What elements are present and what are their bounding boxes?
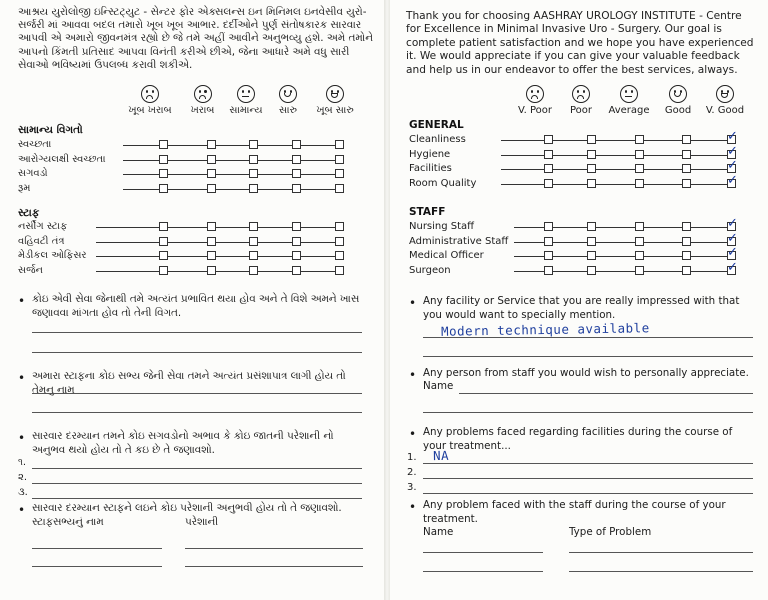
rating-checkbox[interactable] (544, 135, 553, 144)
rating-checkbox[interactable] (249, 266, 258, 275)
rating-checkbox[interactable] (544, 237, 553, 246)
rating-checkbox[interactable] (159, 140, 168, 149)
rating-label: Good (664, 105, 692, 116)
rating-checkbox[interactable] (727, 129, 738, 144)
rating-poor (561, 85, 601, 116)
rating-row-label: રૂમ (18, 182, 31, 194)
rating-checkbox[interactable] (207, 140, 216, 149)
answer-line[interactable] (423, 552, 543, 553)
bullet-icon: • (409, 368, 417, 382)
rating-very-poor (509, 85, 561, 116)
rating-good (657, 85, 699, 116)
rating-row (409, 230, 754, 249)
bullet-icon: • (409, 500, 417, 514)
answer-line[interactable] (32, 352, 362, 353)
rating-checkbox[interactable] (635, 179, 644, 188)
rating-row-label: Surgeon (409, 264, 451, 276)
rating-poor (180, 85, 225, 116)
rating-average (601, 85, 657, 116)
rating-checkbox[interactable] (587, 150, 596, 159)
rating-row-label: Nursing Staff (409, 221, 475, 232)
answer-line[interactable] (32, 412, 362, 413)
rating-checkbox[interactable] (335, 222, 344, 231)
smile-face-icon (279, 85, 297, 103)
rating-row-label: Administrative Staff (409, 235, 509, 247)
rating-checkbox[interactable] (727, 158, 738, 173)
bullet-icon: • (409, 427, 417, 441)
rating-row-label: Cleanliness (409, 134, 466, 145)
rating-checkbox[interactable] (335, 237, 344, 246)
rating-checkbox[interactable] (249, 169, 258, 178)
rating-checkbox[interactable] (207, 169, 216, 178)
rating-checkbox[interactable] (635, 237, 644, 246)
neutral-face-icon (237, 85, 255, 103)
rating-checkbox[interactable] (292, 140, 301, 149)
question-staff-problems: Any problem faced with the staff during the course of your treatment. (423, 499, 726, 525)
rating-row-label: સ્વચ્છતા (18, 139, 52, 150)
rating-row-label: સર્જન (18, 264, 44, 276)
rating-checkbox[interactable] (249, 222, 258, 231)
checkmark-icon: ✓ (727, 172, 738, 188)
rating-checkbox[interactable] (544, 222, 553, 231)
rating-checkbox[interactable] (682, 222, 691, 231)
intro-text-english: Thank you for choosing AASHRAY UROLOGY INSTITUTE - Centre for Excellence in Minimal Invasive Uro - Surgery. Our goal is complete patient satisfaction and we hope you have experienced it. We would appreciate if you can give your valuable feedback and help us in our endeavor to offer the best services, always. (406, 10, 754, 76)
rating-row (409, 216, 754, 234)
question-appreciate-staff: Any person from staff you would wish to personally appreciate. (423, 367, 749, 379)
rating-checkbox[interactable] (207, 266, 216, 275)
rating-row (409, 129, 754, 147)
answer-line[interactable] (423, 478, 753, 479)
answer-line[interactable] (32, 483, 362, 484)
rating-checkbox[interactable] (635, 222, 644, 231)
bullet-icon: • (18, 371, 26, 385)
answer-line[interactable] (423, 571, 543, 572)
rating-label: સામાન્ય (229, 105, 263, 116)
list-number: ૧. (18, 457, 27, 468)
bullet-icon: • (18, 431, 26, 445)
rating-checkbox[interactable] (727, 245, 738, 260)
rating-label: V. Poor (518, 105, 552, 116)
rating-checkbox[interactable] (635, 251, 644, 260)
rating-checkbox[interactable] (335, 169, 344, 178)
answer-line[interactable] (423, 356, 753, 357)
big-smile-face-icon (716, 85, 734, 103)
checkmark-icon: ✓ (727, 259, 738, 275)
rating-checkbox[interactable] (159, 266, 168, 275)
rating-row (18, 153, 363, 167)
rating-checkbox[interactable] (682, 135, 691, 144)
answer-line[interactable] (32, 393, 362, 394)
rating-row-label: Room Quality (409, 177, 477, 189)
answer-line[interactable] (32, 566, 162, 567)
rating-checkbox[interactable] (635, 150, 644, 159)
answer-line[interactable] (423, 337, 753, 338)
rating-row (18, 138, 363, 152)
rating-checkbox[interactable] (292, 251, 301, 260)
rating-checkbox[interactable] (159, 251, 168, 260)
rating-row (409, 143, 754, 162)
question-facility-problems: સારવાર દરમ્યાન તમને કોઇ સગવડોનો અભાવ કે કોઇ જાતની પરેશાની નો અનુભવ થયો હોય તો તે કઇ છે તે જણાવશો. (32, 430, 334, 456)
rating-checkbox[interactable] (587, 179, 596, 188)
big-smile-face-icon (326, 85, 344, 103)
rating-label: સારુ (279, 105, 297, 116)
rating-checkbox[interactable] (249, 155, 258, 164)
rating-checkbox[interactable] (207, 155, 216, 164)
rating-checkbox[interactable] (335, 266, 344, 275)
rating-very-good (699, 85, 751, 116)
checkmark-icon: ✓ (727, 158, 738, 173)
list-number: ૩. (18, 487, 28, 498)
rating-checkbox[interactable] (249, 140, 258, 149)
rating-checkbox[interactable] (159, 169, 168, 178)
rating-row-label: વહિવટી તંત્ર (18, 235, 65, 247)
rating-checkbox[interactable] (292, 237, 301, 246)
column-problem: પરેશાની (185, 516, 219, 528)
rating-row (18, 167, 363, 181)
handwritten-answer-impressed: Modern technique available (440, 320, 650, 339)
answer-line[interactable] (569, 552, 753, 553)
very-sad-face-icon (141, 85, 159, 103)
intro-text-gujarati: આશ્રય યુરોલોજી ઇન્સ્ટિટ્યુટ - સેન્ટર ફોર એક્સલન્સ ઇન મિનિમલ ઇનવેસીવ યુરો-સર્જરી માં આવવા બદલ તમારો ખૂબ ખૂબ આભાર. દર્દીઓને પુર્ણ સંતોષકારક સારવાર આપવી એ અમારો જીવનમંત્ર રહ્યો છે જે તમે અહીં આવીને અનુભવ્યુ હશે. અમે તમોને આપનો કિંમતી પ્રતિસાદ આપવા વિનંતી કરીએ છીએ, જેના આધારે અમે વધુ સારી સેવાઓ ભવિષ્યમાં ઉપલબ્ધ કરાવી શકીએ. (18, 6, 374, 71)
answer-line[interactable] (423, 463, 753, 464)
rating-checkbox[interactable] (159, 155, 168, 164)
rating-checkbox[interactable] (335, 251, 344, 260)
rating-checkbox[interactable] (682, 164, 691, 173)
smile-face-icon (669, 85, 687, 103)
rating-label: ખૂબ ખરાબ (128, 105, 172, 116)
name-label: Name (423, 380, 454, 392)
checkmark-icon: ✓ (727, 245, 738, 260)
rating-checkbox[interactable] (292, 184, 301, 193)
rating-row (409, 259, 754, 278)
rating-row (18, 264, 363, 278)
rating-very-good (309, 85, 361, 116)
rating-checkbox[interactable] (635, 266, 644, 275)
rating-checkbox[interactable] (635, 164, 644, 173)
rating-checkbox[interactable] (544, 150, 553, 159)
rating-label: ખૂબ સારુ (316, 105, 354, 116)
rating-checkbox[interactable] (207, 184, 216, 193)
rating-checkbox[interactable] (249, 184, 258, 193)
sad-face-icon (572, 85, 590, 103)
rating-row (409, 172, 754, 191)
column-problem-type: Type of Problem (569, 526, 652, 538)
rating-label: V. Good (705, 105, 745, 116)
rating-row (18, 235, 363, 249)
list-number: 2. (407, 467, 417, 478)
question-appreciate-staff: અમારા સ્ટાફના કોઇ સભ્ય જેની સેવા તમને અત્યંત પ્રસંશાપાત્ર લાગી હોય તો તેમનુ નામ (32, 370, 346, 396)
rating-checkbox[interactable] (292, 266, 301, 275)
rating-checkbox[interactable] (682, 150, 691, 159)
rating-good (267, 85, 309, 116)
row-guide-line (123, 160, 335, 161)
rating-checkbox[interactable] (335, 184, 344, 193)
rating-checkbox[interactable] (544, 164, 553, 173)
neutral-face-icon (620, 85, 638, 103)
rating-checkbox[interactable] (544, 251, 553, 260)
rating-checkbox[interactable] (249, 251, 258, 260)
rating-checkbox[interactable] (544, 179, 553, 188)
checkmark-icon: ✓ (727, 143, 738, 159)
sad-face-icon (194, 85, 212, 103)
answer-line[interactable] (185, 548, 363, 549)
rating-checkbox[interactable] (682, 179, 691, 188)
answer-line[interactable] (32, 468, 362, 469)
rating-label: Average (608, 105, 650, 116)
answer-line[interactable] (185, 566, 363, 567)
rating-checkbox[interactable] (159, 222, 168, 231)
rating-row (409, 245, 754, 263)
list-number: 1. (407, 452, 417, 463)
checkmark-icon: ✓ (727, 216, 738, 231)
rating-row (409, 158, 754, 176)
answer-line[interactable] (423, 412, 753, 413)
english-panel (391, 0, 768, 600)
row-guide-line (501, 169, 727, 170)
question-facility-problems: Any problems faced regarding facilities during the course of your treatment... (423, 426, 733, 452)
general-section-title: સામાન્ય વિગતો (18, 124, 83, 136)
rating-checkbox[interactable] (292, 155, 301, 164)
rating-checkbox[interactable] (587, 164, 596, 173)
rating-checkbox[interactable] (207, 222, 216, 231)
rating-row-label: Facilities (409, 163, 452, 174)
rating-checkbox[interactable] (727, 172, 738, 188)
rating-row-label: નર્સીંગ સ્ટાફ (18, 221, 68, 232)
row-guide-line (123, 145, 335, 146)
answer-line[interactable] (569, 571, 753, 572)
rating-checkbox[interactable] (249, 237, 258, 246)
rating-row-label: આરોગ્યલક્ષી સ્વચ્છતા (18, 153, 106, 165)
row-guide-line (501, 184, 727, 185)
rating-checkbox[interactable] (292, 169, 301, 178)
answer-line[interactable] (459, 393, 753, 394)
rating-scale-english (509, 85, 751, 116)
rating-checkbox[interactable] (727, 259, 738, 275)
row-guide-line (123, 189, 335, 190)
rating-row (18, 249, 363, 263)
rating-checkbox[interactable] (587, 222, 596, 231)
rating-checkbox[interactable] (159, 237, 168, 246)
rating-row-label: Medical Officer (409, 250, 484, 261)
bullet-icon: • (409, 296, 417, 310)
staff-section-title: સ્ટાફ (18, 207, 40, 219)
answer-line[interactable] (32, 548, 162, 549)
rating-checkbox[interactable] (682, 237, 691, 246)
rating-row-label: સગવડો (18, 168, 48, 179)
rating-checkbox[interactable] (207, 237, 216, 246)
question-staff-problems: સારવાર દરમ્યાન સ્ટાફને લઇને કોઇ પરેશાની અનુભવી હોય તો તે જણાવશો. (32, 502, 342, 514)
rating-average (225, 85, 267, 116)
rating-checkbox[interactable] (207, 251, 216, 260)
question-impressed-service: Any facility or Service that you are really impressed with that you would want to specially mention. (423, 295, 740, 321)
rating-row (18, 220, 363, 234)
rating-checkbox[interactable] (335, 155, 344, 164)
rating-checkbox[interactable] (682, 251, 691, 260)
bullet-icon: • (18, 503, 26, 517)
rating-row-label: મેડીકલ ઓફિસર (18, 250, 87, 261)
row-guide-line (501, 140, 727, 141)
row-guide-line (123, 174, 335, 175)
rating-checkbox[interactable] (587, 237, 596, 246)
rating-checkbox[interactable] (635, 135, 644, 144)
rating-checkbox[interactable] (335, 140, 344, 149)
answer-line[interactable] (32, 332, 362, 333)
row-guide-line (501, 155, 727, 156)
rating-checkbox[interactable] (727, 216, 738, 231)
checkmark-icon: ✓ (727, 129, 738, 144)
rating-checkbox[interactable] (587, 266, 596, 275)
checkmark-icon: ✓ (727, 230, 738, 246)
rating-checkbox[interactable] (587, 135, 596, 144)
rating-checkbox[interactable] (544, 266, 553, 275)
column-name: Name (423, 526, 454, 538)
rating-row-label: Hygiene (409, 148, 451, 160)
rating-checkbox[interactable] (159, 184, 168, 193)
rating-checkbox[interactable] (292, 222, 301, 231)
handwritten-answer-problems: NA (432, 447, 450, 464)
very-sad-face-icon (526, 85, 544, 103)
rating-checkbox[interactable] (587, 251, 596, 260)
column-staff-name: સ્ટાફસભ્યનું નામ (32, 516, 104, 528)
answer-line[interactable] (32, 498, 362, 499)
question-impressed-service: કોઇ એવી સેવા જેનાથી તમે અત્યંત પ્રભાવિત થયા હોવ અને તે વિશે અમને ખાસ જણાવવા માંગતા હોવ તો તેની વિગત. (32, 293, 360, 319)
bullet-icon: • (18, 294, 26, 308)
answer-line[interactable] (423, 493, 753, 494)
page-fold (384, 0, 390, 600)
general-section-title: GENERAL (409, 119, 464, 131)
rating-scale-gujarati (120, 85, 361, 116)
rating-label: Poor (569, 105, 593, 116)
rating-very-poor (120, 85, 180, 116)
rating-row (18, 182, 363, 196)
list-number: ૨. (18, 472, 28, 483)
staff-section-title: STAFF (409, 206, 446, 218)
rating-label: ખરાબ (190, 105, 215, 116)
list-number: 3. (407, 482, 417, 493)
rating-checkbox[interactable] (682, 266, 691, 275)
